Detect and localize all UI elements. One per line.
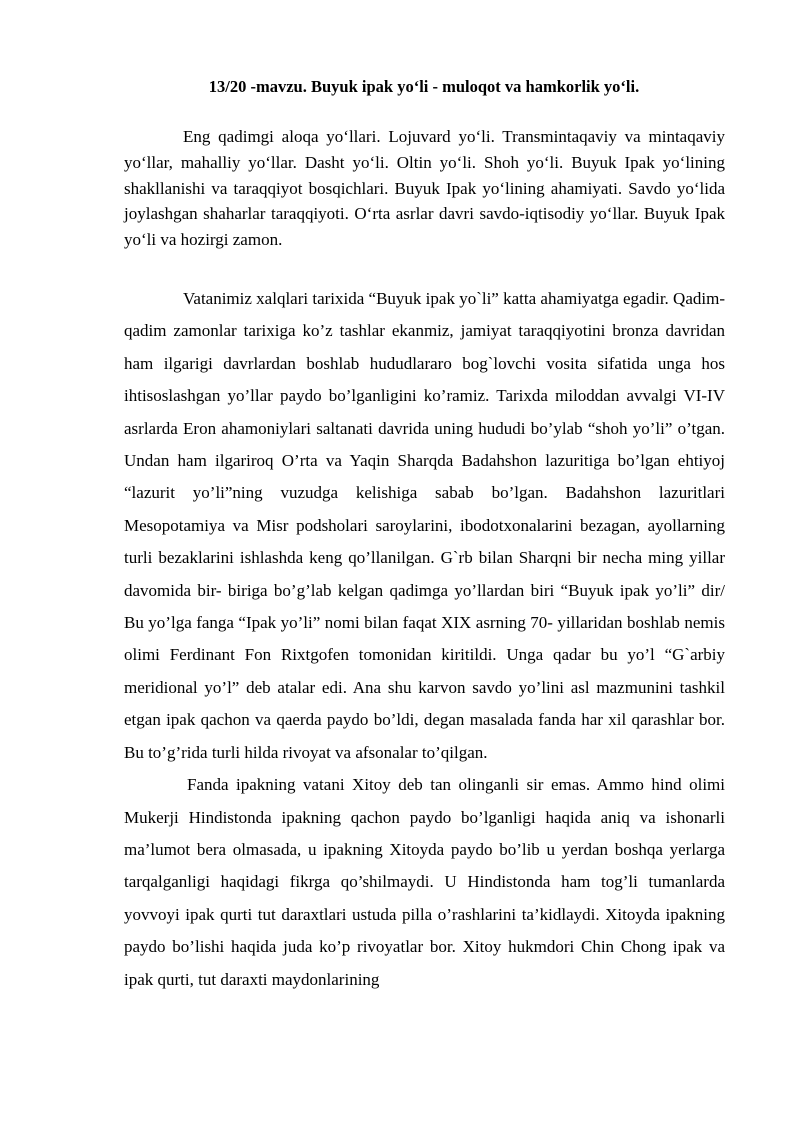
- topic-summary: Eng qadimgi aloqa yo‘llari. Lojuvard yo‘li. Transmintaqaviy va mintaqaviy yo‘llar, mahalliy yo‘llar. Dasht yo‘li. Oltin yo‘li. Shoh yo‘li. Buyuk Ipak yo‘lining shakllanishi va taraqqiyot bosqichlari. Buyuk Ipak yo‘lining ahamiyati. Savdo yo‘lida joylashgan shaharlar taraqqiyoti. O‘rta asrlar davri savdo-iqtisodiy yo‘llar. Buyuk Ipak yo‘li va hozirgi zamon.: [124, 127, 725, 250]
- document-title: 13/20 -mavzu. Buyuk ipak yo‘li - muloqot va hamkorlik yo‘li.: [208, 77, 640, 96]
- document-body: [124, 283, 725, 996]
- body-paragraph-1: Vatanimiz xalqlari tarixida “Buyuk ipak yo`li” katta ahamiyatga egadir. Qadim-qadim zamonlar tarixiga ko’z tashlar ekanmiz, jamiyat taraqqiyotini bronza davridan ham ilgarigi davrlardan boshlab hududlararo bog`lovchi vosita sifatida unga hos ihtisoslashgan yo’llar paydo bo’lganligini ko’ramiz. Tarixda miloddan avvalgi VI-IV asrlarda Eron ahamoniylari saltanati davrida uning hududi bo’ylab “shoh yo’li” o’tgan. Undan ham ilgariroq O’rta va Yaqin Sharqda Badahshon lazuritiga bo’lgan ehtiyoj “lazurit yo’li”ning vuzudga kelishiga sabab bo’lgan. Badahshon lazuritlari Mesopotamiya va Misr podsholari saroylarini, ibodotxonalarini bezagan, ayollarning turli bezaklarini ishlashda keng qo’llanilgan. G`rb bilan Sharqni bir necha ming yillar davomida bir- biriga bo’g’lab kelgan qadimga yo’llardan biri “Buyuk ipak yo’li” dir/ Bu yo’lga fanga “Ipak yo’li” nomi bilan faqat XIX asrning 70- yillaridan boshlab nemis olimi Ferdinant Fon Rixtgofen tomonidan kiritildi. Unga qadar bu yo’l “G`arbiy meridional yo’l” deb atalar edi. Ana shu karvon savdo yo’lini asl mazmunini tashkil etgan ipak qachon va qaerda paydo bo’ldi, degan masalada fanda har xil qarashlar bor. Bu to’g’rida turli hilda rivoyat va afsonalar to’qilgan.: [124, 289, 725, 762]
- body-paragraph-2: Fanda ipakning vatani Xitoy deb tan olinganli sir emas. Ammo hind olimi Mukerji Hindistonda ipakning qachon paydo bo’lganligi haqida aniq va ishonarli ma’lumot bera olmasada, u ipakning Xitoyda paydo bo’lib u yerdan boshqa yerlarga tarqalganligi haqidagi fikrga qo’shilmaydi. U Hindistonda ham tog’li tumanlarda yovvoyi ipak qurti tut daraxtlari ustuda pilla o’rashlarini ta’kidlaydi. Xitoyda ipakning paydo bo’lishi haqida juda ko’p rivoyatlar bor. Xitoy hukmdori Chin Chong ipak va ipak qurti, tut daraxti maydonlarining: [124, 775, 725, 989]
